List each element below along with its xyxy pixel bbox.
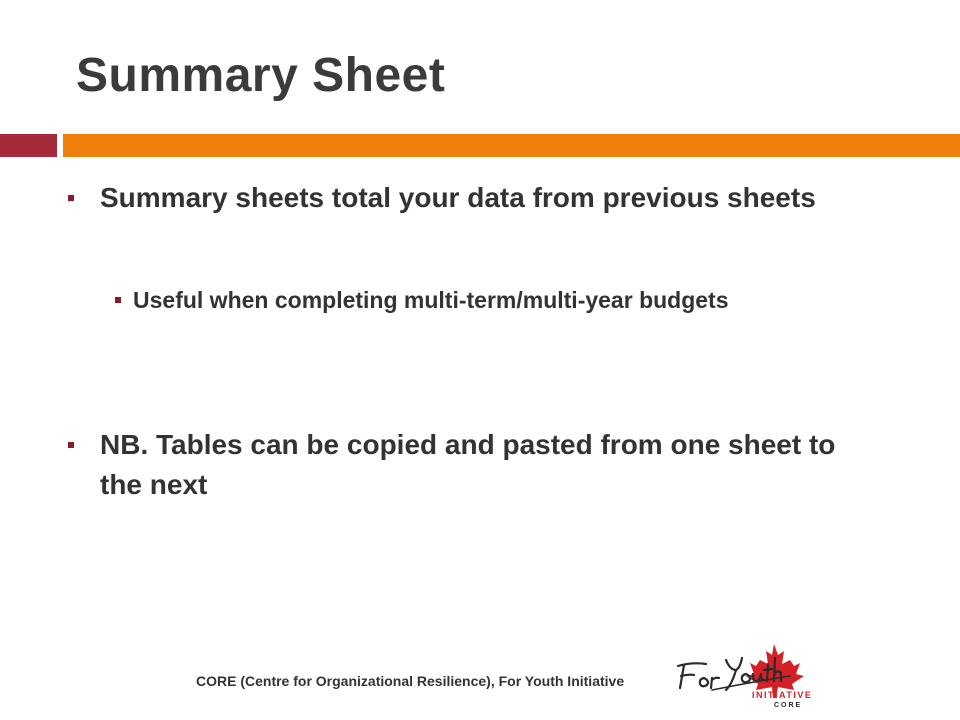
bullet-text: Summary sheets total your data from previous sheets bbox=[100, 182, 816, 213]
for-youth-initiative-logo bbox=[672, 636, 812, 708]
bullet-square-icon bbox=[68, 442, 74, 448]
bullet-item bbox=[100, 425, 880, 505]
sub-bullet-item bbox=[133, 282, 853, 318]
header-accent-bar-right bbox=[63, 134, 960, 157]
bullet-item bbox=[100, 178, 880, 218]
header-accent-bar-left bbox=[0, 134, 57, 157]
slide-title: Summary Sheet bbox=[76, 49, 446, 102]
bullet-square-icon bbox=[68, 195, 74, 201]
initiative-label: INITIATIVE bbox=[752, 690, 812, 700]
sub-bullet-text: Useful when completing multi-term/multi-year budgets bbox=[133, 287, 729, 313]
footer-credit: CORE (Centre for Organizational Resilience), For Youth Initiative bbox=[196, 673, 625, 689]
core-label: CORE bbox=[774, 702, 803, 708]
bullet-square-icon bbox=[115, 297, 121, 303]
bullet-text: NB. Tables can be copied and pasted from one sheet to the next bbox=[100, 429, 836, 500]
